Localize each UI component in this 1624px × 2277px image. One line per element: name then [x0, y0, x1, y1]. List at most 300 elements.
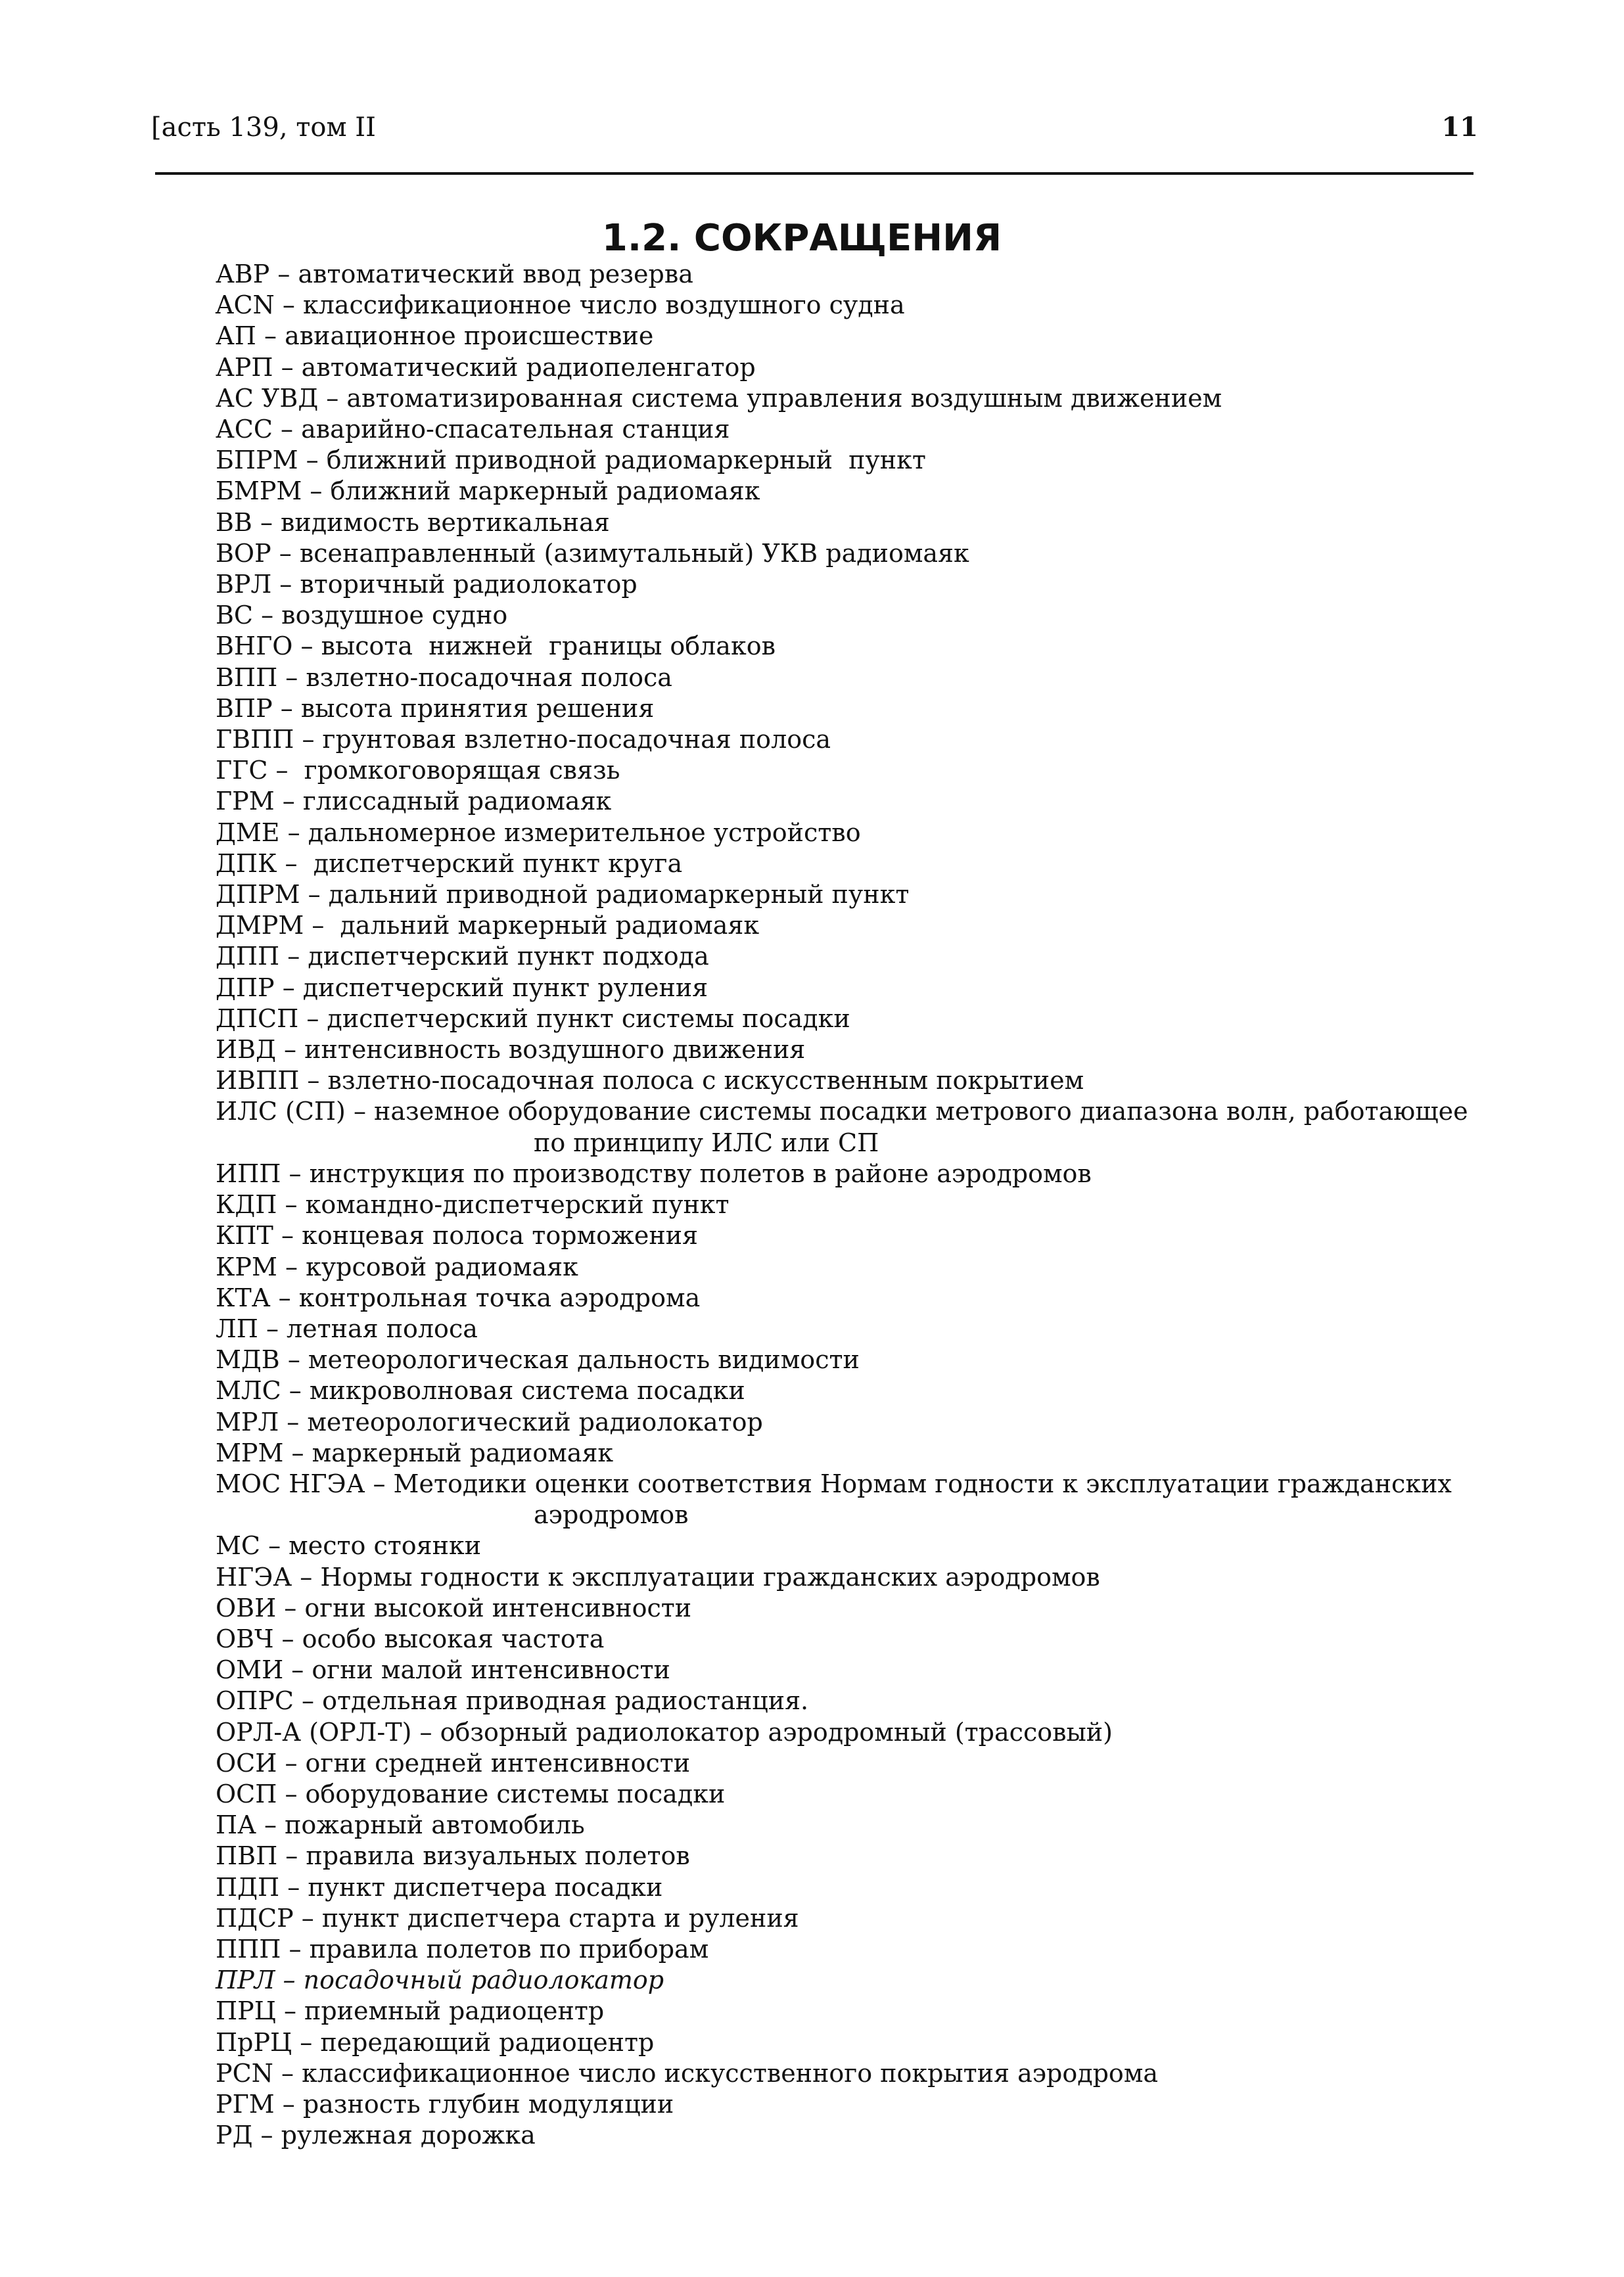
abbreviation-definition: дальний маркерный радиомаяк: [332, 911, 760, 940]
abbreviation-entry: [216, 259, 1464, 290]
dash-separator: –: [253, 601, 282, 630]
abbreviation-term: РГМ: [216, 2089, 275, 2119]
abbreviation-term: ИЛС (СП): [216, 1097, 346, 1126]
abbreviation-term: МЛС: [216, 1376, 281, 1406]
dash-separator: –: [274, 973, 303, 1002]
abbreviation-definition: огни средней интенсивности: [305, 1748, 691, 1778]
abbreviation-line: [216, 1810, 1464, 1841]
abbreviation-term: ПДСР: [216, 1903, 294, 1933]
abbreviation-entry: [216, 1530, 1464, 1561]
abbreviation-term: ОВЧ: [216, 1624, 274, 1653]
abbreviation-entry: [216, 2089, 1464, 2120]
abbreviation-line: [216, 1530, 1464, 1561]
abbreviation-entry: [216, 1934, 1464, 1965]
abbreviation-definition: пункт диспетчера старта и руления: [321, 1903, 799, 1933]
abbreviation-definition: аварийно-спасательная станция: [301, 415, 730, 444]
dash-separator: –: [298, 446, 327, 475]
abbreviation-entry: [216, 1562, 1464, 1593]
abbreviation-entry: [216, 1252, 1464, 1283]
abbreviation-definition: пункт диспетчера посадки: [308, 1872, 663, 1902]
dash-separator: –: [276, 1593, 305, 1622]
abbreviation-line: [216, 1283, 1464, 1314]
dash-separator: –: [275, 1996, 305, 2026]
dash-separator: –: [302, 476, 331, 506]
abbreviation-entry: [216, 1593, 1464, 1624]
abbreviation-term: ДМРМ: [216, 911, 304, 940]
abbreviation-line: [216, 973, 1464, 1003]
abbreviation-line: [216, 662, 1464, 693]
abbreviation-definition: маркерный радиомаяк: [312, 1438, 614, 1467]
abbreviation-entry: [216, 817, 1464, 848]
abbreviation-definition: инструкция по производству полетов в районе аэродромов: [309, 1159, 1092, 1188]
abbreviation-definition: ближний приводной радиомаркерный пункт: [326, 446, 926, 475]
dash-separator: –: [273, 1624, 302, 1653]
abbreviation-line: [216, 383, 1464, 414]
dash-separator: –: [411, 1717, 440, 1747]
abbreviation-line: [216, 910, 1464, 941]
abbreviation-term: КРМ: [216, 1252, 277, 1281]
dash-separator: –: [269, 260, 298, 288]
dash-separator: –: [272, 693, 301, 723]
abbreviation-entry: [216, 1624, 1464, 1655]
abbreviation-line: [216, 569, 1464, 600]
abbreviation-term: АРП: [216, 352, 273, 382]
abbreviation-line: [216, 1934, 1464, 1965]
abbreviation-entry: [216, 1034, 1464, 1065]
abbreviation-term: ДПК: [216, 848, 277, 878]
abbreviation-definition: командно-диспетчерский пункт: [305, 1190, 730, 1220]
abbreviation-line: [216, 2058, 1464, 2089]
abbreviation-term: ГРМ: [216, 787, 275, 816]
abbreviation-line: [216, 1345, 1464, 1375]
dash-separator: –: [279, 1872, 308, 1902]
abbreviation-definition: приемный радиоцентр: [304, 1996, 605, 2026]
abbreviation-definition: наземное оборудование системы посадки метрового диапазона волн, работающее: [374, 1097, 1468, 1126]
abbreviation-line: [216, 352, 1464, 383]
abbreviation-definition: микроволновая система посадки: [309, 1376, 745, 1406]
abbreviation-definition: громкоговорящая связь: [296, 756, 620, 785]
abbreviation-term: ДПРМ: [216, 880, 300, 909]
abbreviation-line: [216, 1252, 1464, 1283]
abbreviation-term: ГГС: [216, 756, 268, 785]
abbreviation-entry: [216, 662, 1464, 693]
abbreviation-term: ОРЛ-А (ОРЛ-Т): [216, 1717, 412, 1747]
dash-separator: –: [292, 1562, 321, 1592]
abbreviation-line: [216, 1593, 1464, 1624]
abbreviation-line: [216, 290, 1464, 321]
dash-separator: –: [293, 1686, 323, 1716]
abbreviation-entry: [216, 910, 1464, 941]
abbreviation-definition: правила визуальных полетов: [306, 1841, 690, 1871]
abbreviation-line: [216, 755, 1464, 786]
dash-separator: –: [292, 632, 321, 661]
running-header: [асть 139, том II: [151, 112, 376, 143]
abbreviation-term: КДП: [216, 1190, 277, 1220]
abbreviation-line: [216, 1096, 1468, 1127]
dash-separator: –: [281, 1376, 310, 1406]
dash-separator: –: [279, 942, 308, 971]
abbreviation-entry: [216, 290, 1464, 321]
abbreviation-term: ДПР: [216, 973, 275, 1002]
abbreviation-entry: [216, 941, 1464, 972]
abbreviation-line: [216, 693, 1464, 724]
abbreviation-definition: Методики оценки соответствия Нормам годности к эксплуатации гражданских: [393, 1469, 1452, 1498]
dash-separator: –: [294, 725, 323, 754]
abbreviation-line: [216, 1903, 1464, 1934]
dash-separator: –: [365, 1469, 394, 1498]
abbreviation-entry: [216, 1903, 1464, 1934]
abbreviation-definition: классификационное число воздушного судна: [302, 290, 905, 320]
abbreviation-term: ОМИ: [216, 1655, 284, 1685]
dash-separator: –: [298, 1003, 327, 1033]
dash-separator: –: [273, 352, 302, 382]
abbreviation-entry: [216, 1779, 1464, 1810]
abbreviation-definition: особо высокая частота: [302, 1624, 605, 1653]
abbreviation-entry: [216, 973, 1464, 1003]
definition-continuation: по принципу ИЛС или СП: [534, 1128, 879, 1157]
dash-separator: –: [275, 1035, 305, 1065]
abbreviation-entry: [216, 1717, 1464, 1748]
abbreviation-term: ACN: [216, 290, 275, 320]
dash-separator: –: [277, 1748, 306, 1778]
abbreviation-definition: всенаправленный (азимутальный) УКВ радиомаяк: [299, 538, 969, 568]
abbreviation-definition: авиационное происшествие: [285, 321, 654, 351]
abbreviation-term: ВОР: [216, 538, 271, 568]
abbreviation-term: ПДП: [216, 1872, 280, 1902]
abbreviation-definition: дальний приводной радиомаркерный пункт: [328, 880, 910, 909]
abbreviation-entry: [216, 1841, 1464, 1872]
abbreviation-term: ПрРЦ: [216, 2027, 292, 2057]
abbreviation-term: ПРЦ: [216, 1996, 276, 2026]
abbreviation-term: АП: [216, 321, 256, 351]
abbreviation-term: ИВД: [216, 1035, 276, 1065]
abbreviation-entry: [216, 1096, 1468, 1158]
abbreviation-term: ГВПП: [216, 725, 294, 754]
abbreviation-definition: летная полоса: [287, 1314, 478, 1343]
abbreviation-term: БМРМ: [216, 476, 302, 506]
abbreviation-entry: [216, 507, 1464, 538]
abbreviation-entry: [216, 414, 1464, 445]
dash-separator: –: [274, 290, 303, 320]
abbreviation-term: ОСИ: [216, 1748, 277, 1778]
abbreviation-term: МС: [216, 1531, 260, 1561]
abbreviation-line: [216, 321, 1464, 352]
abbreviation-term: ВРЛ: [216, 570, 272, 599]
abbreviation-definition: классификационное число искусственного покрытия аэродрома: [302, 2058, 1159, 2088]
abbreviation-term: ПВП: [216, 1841, 278, 1871]
abbreviation-definition: вторичный радиолокатор: [300, 570, 638, 599]
abbreviation-entry: [216, 2058, 1464, 2089]
abbreviation-term: ДПСП: [216, 1003, 299, 1033]
abbreviation-definition: высота принятия решения: [300, 693, 655, 723]
abbreviation-entry: [216, 1748, 1464, 1779]
abbreviation-entry: [216, 569, 1464, 600]
dash-separator: –: [318, 383, 347, 413]
abbreviation-definition: Нормы годности к эксплуатации гражданских аэродромов: [320, 1562, 1100, 1592]
abbreviation-term: КПТ: [216, 1221, 273, 1251]
abbreviation-line: [216, 941, 1464, 972]
dash-separator: –: [283, 1438, 312, 1467]
dash-separator: –: [279, 1407, 308, 1437]
abbreviation-term: ИПП: [216, 1159, 281, 1188]
abbreviation-definition: грунтовая взлетно-посадочная полоса: [322, 725, 831, 754]
abbreviation-line: [216, 600, 1464, 631]
abbreviation-term: АСС: [216, 415, 273, 444]
abbreviation-line: [216, 1034, 1464, 1065]
abbreviation-definition: ближний маркерный радиомаяк: [330, 476, 760, 506]
abbreviation-entry: [216, 2027, 1464, 2058]
dash-separator: –: [277, 1252, 306, 1281]
abbreviation-term: ВПР: [216, 693, 273, 723]
dash-separator: –: [273, 2058, 302, 2088]
abbreviation-term: ДМЕ: [216, 817, 280, 847]
abbreviation-term: ОВИ: [216, 1593, 277, 1622]
abbreviation-line: [216, 817, 1464, 848]
abbreviation-line: [216, 1003, 1464, 1034]
abbreviation-definition: глиссадный радиомаяк: [302, 787, 612, 816]
abbreviation-term: ПА: [216, 1810, 256, 1840]
abbreviation-entry: [216, 1220, 1464, 1251]
dash-separator: –: [256, 321, 285, 351]
abbreviation-line: [216, 1996, 1464, 2027]
abbreviation-line: [216, 1469, 1464, 1500]
abbreviation-entry: [216, 383, 1464, 414]
abbreviation-entry: [216, 1065, 1464, 1096]
abbreviation-entry: [216, 1438, 1464, 1469]
abbreviation-definition: видимость вертикальная: [281, 507, 610, 537]
abbreviation-definition: высота нижней границы облаков: [321, 632, 776, 661]
page-number: 11: [1441, 112, 1478, 143]
abbreviation-line: [216, 2027, 1464, 2058]
abbreviation-definition: пожарный автомобиль: [285, 1810, 585, 1840]
abbreviation-line: [216, 1748, 1464, 1779]
abbreviation-term: ОПРС: [216, 1686, 294, 1716]
abbreviation-entry: [216, 1469, 1464, 1530]
abbreviation-definition: разность глубин модуляции: [302, 2089, 674, 2119]
abbreviation-entry: [216, 724, 1464, 755]
abbreviation-definition: автоматизированная система управления воздушным движением: [346, 383, 1222, 413]
abbreviation-entry: [216, 1872, 1464, 1903]
dash-separator: –: [277, 662, 306, 692]
dash-separator: –: [277, 1841, 306, 1871]
abbreviation-definition: воздушное судно: [281, 601, 508, 630]
abbreviation-entry: [216, 2120, 1464, 2151]
abbreviation-definition: диспетчерский пункт системы посадки: [327, 1003, 850, 1033]
definition-continuation: аэродромов: [534, 1500, 689, 1530]
abbreviation-line: [216, 1562, 1464, 1593]
abbreviation-definition: диспетчерский пункт руления: [302, 973, 708, 1002]
abbreviation-term: МДВ: [216, 1345, 280, 1375]
abbreviation-entry: [216, 786, 1464, 817]
abbreviation-entry: [216, 1159, 1464, 1189]
abbreviation-definition: автоматический ввод резерва: [298, 260, 693, 288]
abbreviation-term: ЛП: [216, 1314, 258, 1343]
dash-separator: –: [345, 1097, 375, 1126]
abbreviation-definition: взлетно-посадочная полоса: [306, 662, 672, 692]
abbreviation-term: КТА: [216, 1283, 271, 1312]
abbreviation-list: [216, 259, 1468, 2151]
abbreviation-term: АВР: [216, 260, 270, 288]
abbreviation-entry: [216, 693, 1464, 724]
abbreviation-line: [216, 1375, 1464, 1406]
abbreviation-term: ВПП: [216, 662, 278, 692]
abbreviation-definition: огни малой интенсивности: [312, 1655, 670, 1685]
abbreviation-line: [216, 1717, 1464, 1748]
abbreviation-term: ППП: [216, 1934, 281, 1964]
dash-separator: –: [252, 2121, 281, 2150]
abbreviation-definition: автоматический радиопеленгатор: [301, 352, 756, 382]
abbreviation-entry: [216, 631, 1464, 662]
abbreviation-line: [216, 724, 1464, 755]
abbreviation-entry: [216, 321, 1464, 352]
dash-separator: –: [283, 1655, 312, 1685]
abbreviation-line: [216, 1220, 1464, 1251]
abbreviation-line: [216, 786, 1464, 817]
abbreviation-definition: взлетно-посадочная полоса с искусственным покрытием: [327, 1066, 1084, 1095]
abbreviation-entry: [216, 1655, 1464, 1686]
abbreviation-line: [216, 1159, 1464, 1189]
abbreviation-entry: [216, 1189, 1464, 1220]
abbreviation-definition: метеорологическая дальность видимости: [308, 1345, 860, 1375]
abbreviation-entry: [216, 1965, 1464, 1996]
abbreviation-definition: правила полетов по приборам: [309, 1934, 709, 1964]
abbreviation-entry: [216, 1283, 1464, 1314]
dash-separator: –: [260, 1531, 289, 1561]
abbreviation-entry: [216, 1375, 1464, 1406]
abbreviation-definition: огни высокой интенсивности: [304, 1593, 692, 1622]
dash-separator: –: [274, 2089, 303, 2119]
abbreviation-line: [216, 1655, 1464, 1686]
abbreviation-line: [216, 1189, 1464, 1220]
dash-separator: –: [292, 2027, 321, 2057]
dash-separator: –: [272, 415, 302, 444]
dash-separator: –: [279, 1345, 308, 1375]
abbreviation-entry: [216, 1996, 1464, 2027]
abbreviation-definition: передающий радиоцентр: [320, 2027, 655, 2057]
abbreviation-definition: концевая полоса торможения: [302, 1221, 699, 1251]
abbreviation-definition: отдельная приводная радиостанция.: [322, 1686, 809, 1716]
abbreviation-entry: [216, 1003, 1464, 1034]
abbreviation-definition: оборудование системы посадки: [305, 1779, 726, 1808]
dash-separator: –: [304, 911, 333, 940]
dash-separator: –: [256, 1810, 285, 1840]
abbreviation-entry: [216, 352, 1464, 383]
abbreviation-term: МРМ: [216, 1438, 284, 1467]
abbreviation-line: [216, 445, 1464, 476]
abbreviation-term: ПРЛ: [216, 1966, 275, 1995]
abbreviation-line: [216, 414, 1464, 445]
abbreviation-entry: [216, 1345, 1464, 1375]
abbreviation-definition: дальномерное измерительное устройство: [308, 817, 861, 847]
dash-separator: –: [274, 787, 303, 816]
abbreviation-definition: контрольная точка аэродрома: [298, 1283, 701, 1312]
abbreviation-entry: [216, 1810, 1464, 1841]
abbreviation-term: PCN: [216, 2058, 273, 2088]
abbreviation-line: [216, 2089, 1464, 2120]
abbreviation-line: [216, 1438, 1464, 1469]
abbreviation-term: ИВПП: [216, 1066, 300, 1095]
abbreviation-line: [216, 476, 1464, 507]
header-rule: [155, 172, 1473, 175]
dash-separator: –: [273, 1221, 302, 1251]
abbreviation-term: ОСП: [216, 1779, 277, 1808]
abbreviation-line: [216, 1624, 1464, 1655]
dash-separator: –: [281, 1934, 310, 1964]
abbreviation-line: [216, 848, 1464, 879]
abbreviation-line: [216, 259, 1464, 290]
abbreviation-definition: место стоянки: [289, 1531, 482, 1561]
abbreviation-line: [216, 1065, 1464, 1096]
abbreviation-term: АС УВД: [216, 383, 319, 413]
dash-separator: –: [258, 1314, 287, 1343]
abbreviation-line: [216, 1841, 1464, 1872]
abbreviation-line: [216, 507, 1464, 538]
dash-separator: –: [293, 1903, 322, 1933]
abbreviation-entry: [216, 848, 1464, 879]
dash-separator: –: [270, 1283, 299, 1312]
dash-separator: –: [281, 1159, 310, 1188]
dash-separator: –: [271, 570, 300, 599]
abbreviation-term: ДПП: [216, 942, 280, 971]
abbreviation-definition: метеорологический радиолокатор: [307, 1407, 763, 1437]
abbreviation-line: [216, 1407, 1464, 1438]
abbreviation-entry: [216, 445, 1464, 476]
dash-separator: –: [277, 1190, 306, 1220]
abbreviation-line: [216, 1686, 1464, 1716]
abbreviation-term: БПРМ: [216, 446, 298, 475]
dash-separator: –: [271, 538, 300, 568]
abbreviation-entry: [216, 476, 1464, 507]
abbreviation-definition: диспетчерский пункт круга: [305, 848, 683, 878]
dash-separator: –: [279, 817, 308, 847]
abbreviation-entry: [216, 600, 1464, 631]
abbreviation-entry: [216, 1314, 1464, 1345]
abbreviation-line: [216, 1779, 1464, 1810]
dash-separator: –: [252, 507, 281, 537]
abbreviation-definition: посадочный радиолокатор: [303, 1966, 664, 1995]
dash-separator: –: [277, 1779, 306, 1808]
abbreviation-line: [216, 1314, 1464, 1345]
abbreviation-term: ВВ: [216, 507, 252, 537]
abbreviation-term: ВС: [216, 601, 253, 630]
abbreviation-entry: [216, 879, 1464, 910]
abbreviation-term: НГЭА: [216, 1562, 292, 1592]
abbreviation-term: ВНГО: [216, 632, 293, 661]
abbreviation-definition: курсовой радиомаяк: [306, 1252, 578, 1281]
abbreviation-line: [216, 1872, 1464, 1903]
abbreviation-definition: диспетчерский пункт подхода: [308, 942, 709, 971]
abbreviation-entry: [216, 1407, 1464, 1438]
abbreviation-term: МРЛ: [216, 1407, 279, 1437]
abbreviation-entry: [216, 755, 1464, 786]
abbreviation-line: [216, 631, 1464, 662]
abbreviation-line: [216, 879, 1464, 910]
abbreviation-term: МОС НГЭА: [216, 1469, 365, 1498]
abbreviation-entry: [216, 1686, 1464, 1716]
abbreviation-definition: интенсивность воздушного движения: [304, 1035, 806, 1065]
abbreviation-definition: рулежная дорожка: [281, 2121, 536, 2150]
section-title: 1.2. СОКРАЩЕНИЯ: [601, 217, 1002, 260]
abbreviation-line: [216, 538, 1464, 569]
abbreviation-line: [216, 1965, 1464, 1996]
abbreviation-term: РД: [216, 2121, 253, 2150]
dash-separator: –: [299, 1066, 328, 1095]
dash-separator: –: [267, 756, 296, 785]
abbreviation-line: [216, 2120, 1464, 2151]
abbreviation-definition: обзорный радиолокатор аэродромный (трассовый): [440, 1717, 1113, 1747]
dash-separator: –: [275, 1966, 304, 1995]
dash-separator: –: [277, 848, 306, 878]
